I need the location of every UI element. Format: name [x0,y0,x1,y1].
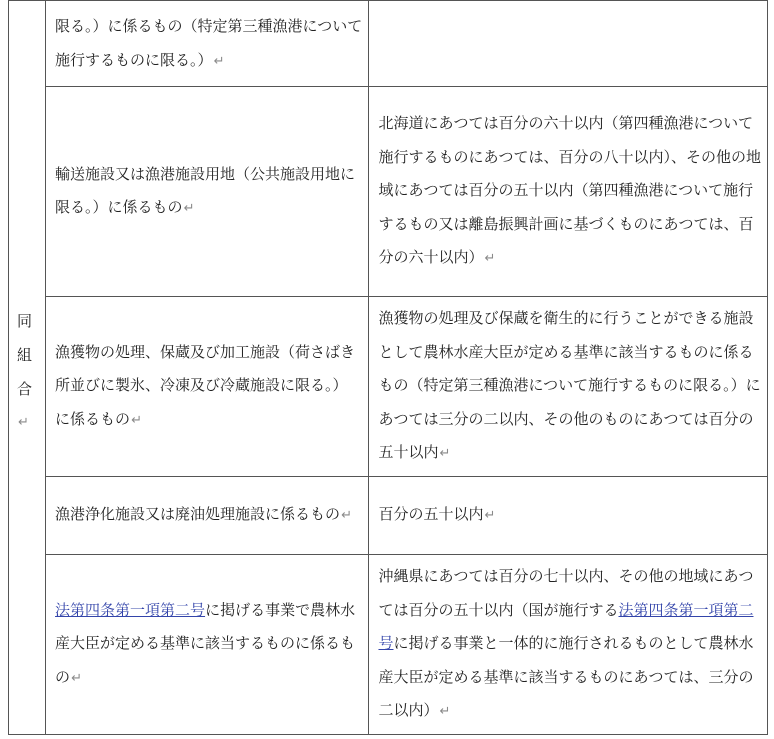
cell-text-segment: に掲げる事業で農林水産大臣が定める基準に該当するものに係るもの [55,600,356,686]
paragraph-mark: ↵ [341,508,352,524]
cell-text-segment: 漁獲物の処理及び保蔵を衛生的に行うことができる施設として農林水産大臣が定める基準に該当するものに係るもの（特定第三種漁港について施行するものに限る。）にあつては三分の二以内、その他のものにあつては百分の五十以内 [378,309,761,462]
cell-text [369,41,767,47]
side-label-char: 同 [17,312,33,330]
cell-text-segment: に掲げる事業と一体的に施行されるものとして農林水産大臣が定める基準に該当するものにあつては、三分の二以内） [378,634,754,720]
cell-text-segment: 沖縄県にあつては百分の七十以内、その他の地域にあつては百分の五十以内（国が施行する [378,567,754,619]
table-row [9,87,768,297]
paragraph-mark: ↵ [484,508,496,524]
table-row [9,477,768,555]
cell-text [369,302,767,471]
paragraph-mark: ↵ [213,53,225,69]
cell-text [46,158,368,226]
rate-cell [369,1,768,87]
paragraph-mark: ↵ [131,412,142,428]
category-cell [46,477,369,555]
rate-cell [369,87,768,297]
cell-text [369,560,767,729]
law-reference-link[interactable]: 法第四条第一項第二号 [378,600,754,653]
subsidy-rate-table [8,0,768,735]
paragraph-mark: ↵ [183,201,195,216]
side-label [9,295,45,440]
paragraph-mark: ↵ [71,670,82,686]
table-row [9,297,768,477]
rate-cell [369,297,768,477]
cell-text-segment: 漁港浄化施設又は廃油処理施設に係るもの [55,505,341,524]
category-cell [46,555,369,735]
rate-cell [369,555,768,735]
cell-text [46,336,368,438]
paragraph-mark: ↵ [439,704,451,720]
cell-text-segment: 限る。）に係るもの（特定第三種漁港について施行するものに限る。） [55,17,363,69]
cell-text [369,107,767,276]
cell-text-segment: 北海道にあつては百分の六十以内（第四種漁港について施行するものにあつては、百分の八十以内）、その他の地域にあつては百分の五十以内（第四種漁港について施行するもの又は離島振興計画に基づくものにあつては、百分の六十以内） [378,114,761,267]
side-label-char: 合 ↵ [17,380,33,430]
paragraph-mark: ↵ [439,446,451,462]
rate-cell [369,477,768,555]
table-row [9,1,768,87]
paragraph-mark: ↵ [484,251,496,267]
cell-text-segment: 輸送施設又は漁港施設用地（公共施設用地に限る。）に係るもの [55,164,356,216]
category-cell [46,87,369,297]
side-label-cell [9,1,46,735]
category-cell [46,1,369,87]
category-cell [46,297,369,477]
cell-text [46,498,368,533]
cell-text [46,594,368,696]
table-row [9,555,768,735]
cell-text-segment: 百分の五十以内 [378,505,484,524]
cell-text [46,1,368,78]
side-label-char: 組 [17,346,33,364]
cell-text [369,498,767,533]
cell-text-segment: 漁獲物の処理、保蔵及び加工施設（荷さばき所並びに製氷、冷凍及び冷蔵施設に限る。）に係るもの [55,342,356,428]
law-reference-link[interactable]: 法第四条第一項第二号 [55,600,206,619]
